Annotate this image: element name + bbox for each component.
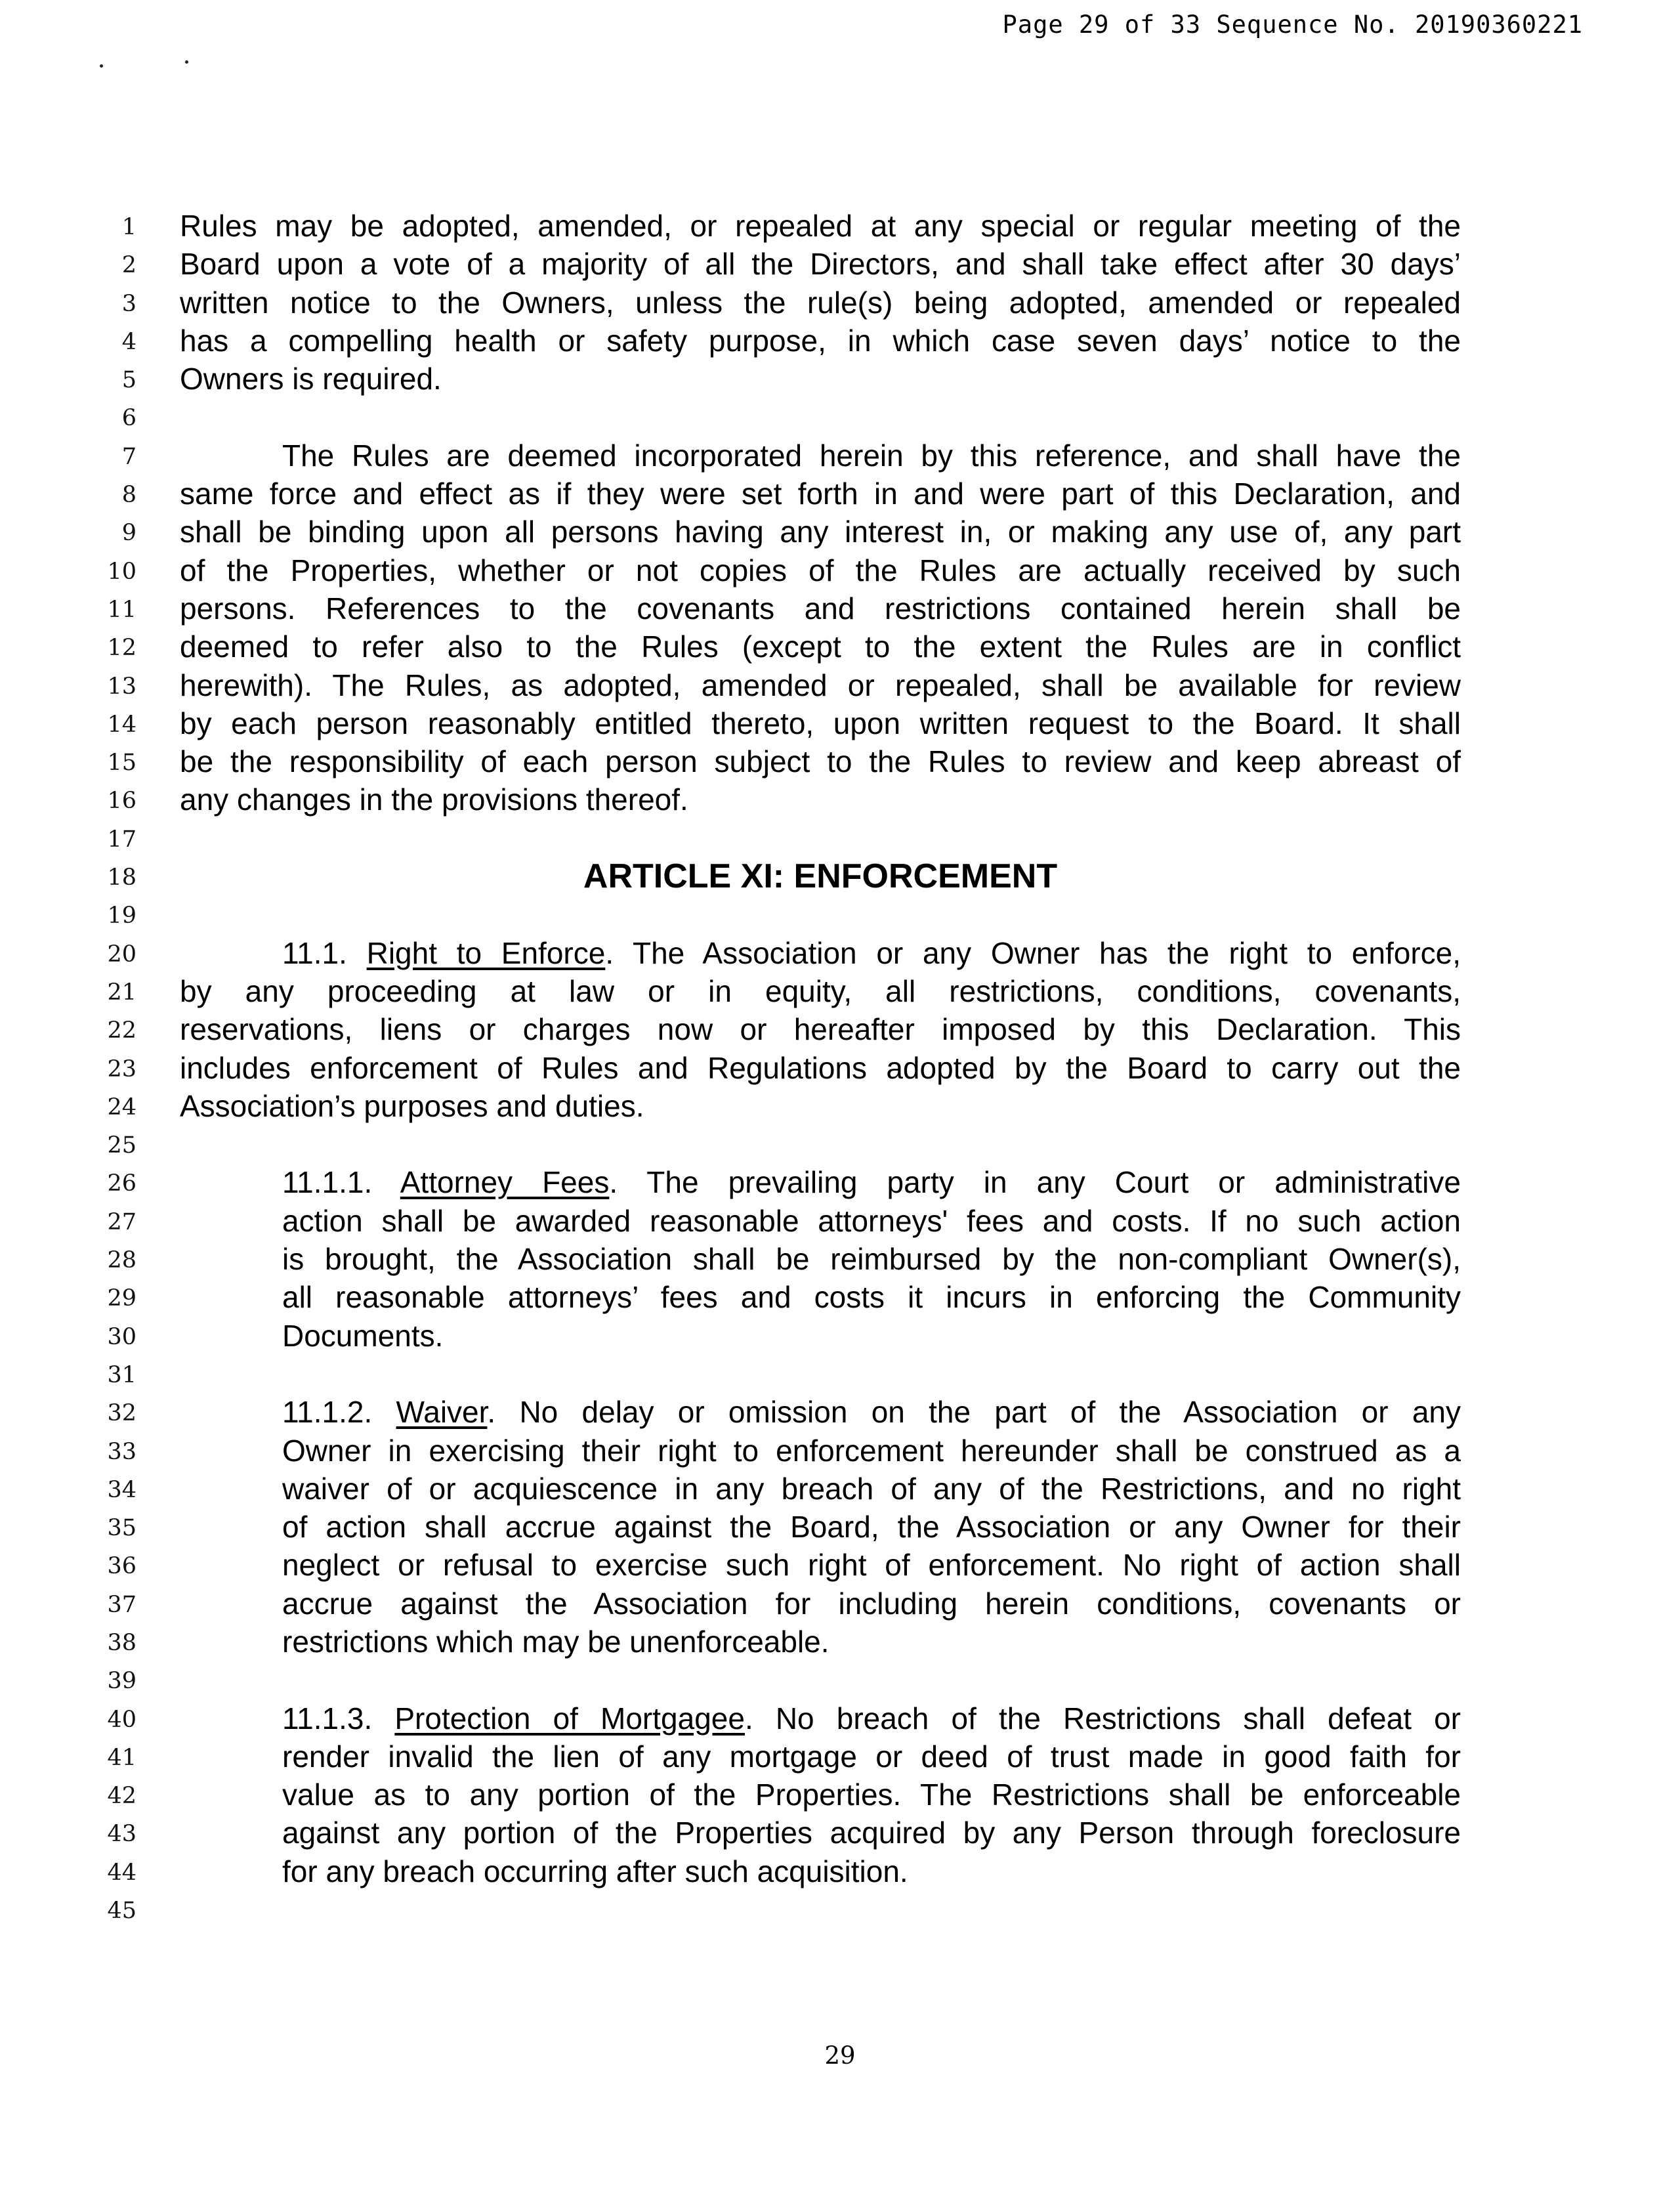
line-text: Documents.	[282, 1318, 444, 1353]
document-line	[0, 245, 1680, 283]
line-number: 44	[107, 1859, 136, 1886]
line-text: accrue against the Association for including herein conditions, covenants or	[282, 1586, 1461, 1621]
line-number: 19	[107, 903, 136, 929]
line-number: 33	[107, 1438, 136, 1465]
line-number: 22	[107, 1017, 136, 1044]
line-text: of action shall accrue against the Board, the Association or any Owner for their	[282, 1510, 1461, 1545]
document-line	[0, 895, 1680, 933]
line-number: 41	[107, 1744, 136, 1771]
article-heading: ARTICLE XI: ENFORCEMENT	[583, 857, 1058, 896]
line-number: 31	[107, 1361, 136, 1388]
line-number: 10	[107, 558, 136, 585]
line-number: 1	[121, 214, 136, 240]
line-number: 20	[107, 941, 136, 968]
line-number: 12	[107, 635, 136, 662]
document-line	[0, 972, 1680, 1010]
line-text: render invalid the lien of any mortgage or deed of trust made in good faith for	[282, 1739, 1461, 1774]
line-text: Owner in exercising their right to enforcement hereunder shall be construed as a	[282, 1433, 1461, 1468]
line-number: 34	[107, 1476, 136, 1503]
document-line	[0, 322, 1680, 360]
section-text: . No breach of the Restrictions shall defeat or	[744, 1701, 1461, 1736]
document-line	[0, 1470, 1680, 1508]
document-line	[0, 1010, 1680, 1048]
line-number: 16	[107, 788, 136, 815]
line-text: persons. References to the covenants and restrictions contained herein shall be	[180, 591, 1461, 626]
line-text: action shall be awarded reasonable attorneys' fees and costs. If no such action	[282, 1203, 1461, 1238]
document-line	[0, 551, 1680, 589]
document-line	[0, 1125, 1680, 1163]
document-line	[0, 857, 1680, 895]
section-heading-line	[282, 934, 1461, 972]
line-number: 7	[121, 443, 136, 470]
line-text: of the Properties, whether or not copies of the Rules are actually received by such	[180, 553, 1461, 587]
line-number: 18	[107, 864, 136, 891]
line-number: 24	[107, 1094, 136, 1120]
section-number: 11.1.	[282, 935, 367, 970]
document-line	[0, 513, 1680, 551]
section-number: 11.1.3.	[282, 1701, 395, 1736]
document-line	[0, 704, 1680, 742]
scan-specks	[100, 60, 192, 74]
line-text: has a compelling health or safety purpose, in which case seven days’ notice to the	[180, 323, 1461, 358]
section-title: Attorney Fees	[400, 1165, 610, 1200]
line-number: 6	[121, 405, 136, 432]
line-number: 35	[107, 1515, 136, 1542]
line-text: restrictions which may be unenforceable.	[282, 1624, 830, 1659]
line-number: 9	[121, 520, 136, 547]
line-number: 13	[107, 673, 136, 700]
line-text: by each person reasonably entitled thereto, upon written request to the Board. It shall	[180, 706, 1461, 740]
line-number: 43	[107, 1821, 136, 1848]
document-line	[0, 475, 1680, 513]
document-line	[0, 780, 1680, 819]
document-line	[0, 360, 1680, 398]
line-number: 39	[107, 1668, 136, 1695]
section-text: . The Association or any Owner has the right to enforce,	[605, 935, 1461, 970]
document-line	[0, 1508, 1680, 1546]
document-line	[0, 1661, 1680, 1699]
section-heading-line	[282, 1699, 1461, 1737]
line-text: Owners is required.	[180, 362, 442, 396]
line-number: 28	[107, 1247, 136, 1274]
document-line	[0, 1776, 1680, 1814]
line-text: be the responsibility of each person subject to the Rules to review and keep abreast of	[180, 744, 1461, 779]
line-number: 14	[107, 711, 136, 738]
section-text: . The prevailing party in any Court or administrative	[609, 1165, 1461, 1200]
line-number: 25	[107, 1132, 136, 1159]
section-text: . No delay or omission on the part of the Association or any	[487, 1395, 1461, 1430]
document-line	[0, 1240, 1680, 1278]
document-line	[0, 1737, 1680, 1776]
line-text: value as to any portion of the Properties. The Restrictions shall be enforceable	[282, 1778, 1461, 1812]
document-line	[0, 1393, 1680, 1431]
line-text: written notice to the Owners, unless the rule(s) being adopted, amended or repealed	[180, 285, 1461, 320]
line-text: is brought, the Association shall be reimbursed by the non-compliant Owner(s),	[282, 1242, 1461, 1277]
page-sequence-header: Page 29 of 33 Sequence No. 20190360221	[1002, 11, 1583, 39]
document-line	[0, 1163, 1680, 1201]
section-title: Protection of Mortgagee	[394, 1701, 745, 1736]
line-text: reservations, liens or charges now or hereafter imposed by this Declaration. This	[180, 1012, 1461, 1047]
section-heading-line	[282, 1393, 1461, 1431]
line-text: The Rules are deemed incorporated herein by this reference, and shall have the	[282, 438, 1461, 473]
document-line	[0, 398, 1680, 436]
document-line	[0, 1355, 1680, 1393]
document-line	[0, 819, 1680, 857]
document-line	[0, 1049, 1680, 1087]
line-number: 11	[107, 596, 136, 623]
document-line	[0, 1317, 1680, 1355]
line-text: against any portion of the Properties acquired by any Person through foreclosure	[282, 1816, 1461, 1850]
line-text: deemed to refer also to the Rules (except to the extent the Rules are in conflict	[180, 629, 1461, 664]
section-title: Waiver	[396, 1395, 488, 1430]
line-number: 27	[107, 1208, 136, 1235]
document-line	[0, 1278, 1680, 1316]
line-number: 42	[107, 1783, 136, 1810]
document-line	[0, 1087, 1680, 1125]
line-text: Board upon a vote of a majority of all the Directors, and shall take effect after 30 days’	[180, 247, 1461, 282]
line-text: same force and effect as if they were set forth in and were part of this Declaration, and	[180, 477, 1461, 511]
document-line	[0, 628, 1680, 666]
document-line	[0, 207, 1680, 245]
document-line	[0, 742, 1680, 780]
line-number: 37	[107, 1591, 136, 1618]
document-body	[0, 207, 1680, 1929]
document-line	[0, 1202, 1680, 1240]
line-text: for any breach occurring after such acquisition.	[282, 1854, 908, 1888]
document-line	[0, 1890, 1680, 1929]
line-number: 4	[121, 328, 136, 355]
document-line	[0, 1585, 1680, 1623]
section-number: 11.1.2.	[282, 1395, 396, 1430]
line-number: 8	[121, 482, 136, 509]
line-text: herewith). The Rules, as adopted, amended or repealed, shall be available for review	[180, 668, 1461, 702]
line-number: 23	[107, 1055, 136, 1082]
section-number: 11.1.1.	[282, 1165, 400, 1200]
line-number: 2	[121, 252, 136, 279]
document-line	[0, 1852, 1680, 1890]
document-line	[0, 1814, 1680, 1852]
line-text: any changes in the provisions thereof.	[180, 782, 688, 817]
line-number: 26	[107, 1170, 136, 1197]
section-title: Right to Enforce	[366, 935, 606, 970]
line-number: 32	[107, 1400, 136, 1427]
line-text: by any proceeding at law or in equity, all restrictions, conditions, covenants,	[180, 973, 1461, 1008]
line-number: 30	[107, 1323, 136, 1350]
line-number: 3	[121, 290, 136, 317]
line-text: Association’s purposes and duties.	[180, 1088, 644, 1123]
line-text: Rules may be adopted, amended, or repealed at any special or regular meeting of the	[180, 209, 1461, 243]
line-number: 21	[107, 979, 136, 1006]
document-line	[0, 589, 1680, 628]
document-line	[0, 1546, 1680, 1584]
document-line	[0, 437, 1680, 475]
document-line	[0, 1432, 1680, 1470]
line-number: 45	[107, 1898, 136, 1925]
line-number: 36	[107, 1553, 136, 1580]
line-text: includes enforcement of Rules and Regulations adopted by the Board to carry out the	[180, 1050, 1461, 1085]
document-line	[0, 666, 1680, 704]
section-heading-line	[282, 1163, 1461, 1201]
line-text: all reasonable attorneys’ fees and costs it incurs in enforcing the Community	[282, 1280, 1461, 1315]
page-number: 29	[824, 2041, 856, 2070]
line-number: 17	[107, 826, 136, 853]
line-number: 40	[107, 1706, 136, 1733]
line-text: shall be binding upon all persons having any interest in, or making any use of, any part	[180, 515, 1461, 549]
line-text: waiver of or acquiescence in any breach of any of the Restrictions, and no right	[282, 1471, 1461, 1506]
line-number: 5	[121, 367, 136, 394]
line-text: neglect or refusal to exercise such right of enforcement. No right of action shall	[282, 1548, 1461, 1583]
line-number: 38	[107, 1629, 136, 1656]
document-line	[0, 934, 1680, 972]
line-number: 29	[107, 1285, 136, 1312]
document-line	[0, 1699, 1680, 1737]
document-line	[0, 1623, 1680, 1661]
document-line	[0, 284, 1680, 322]
line-number: 15	[107, 750, 136, 777]
